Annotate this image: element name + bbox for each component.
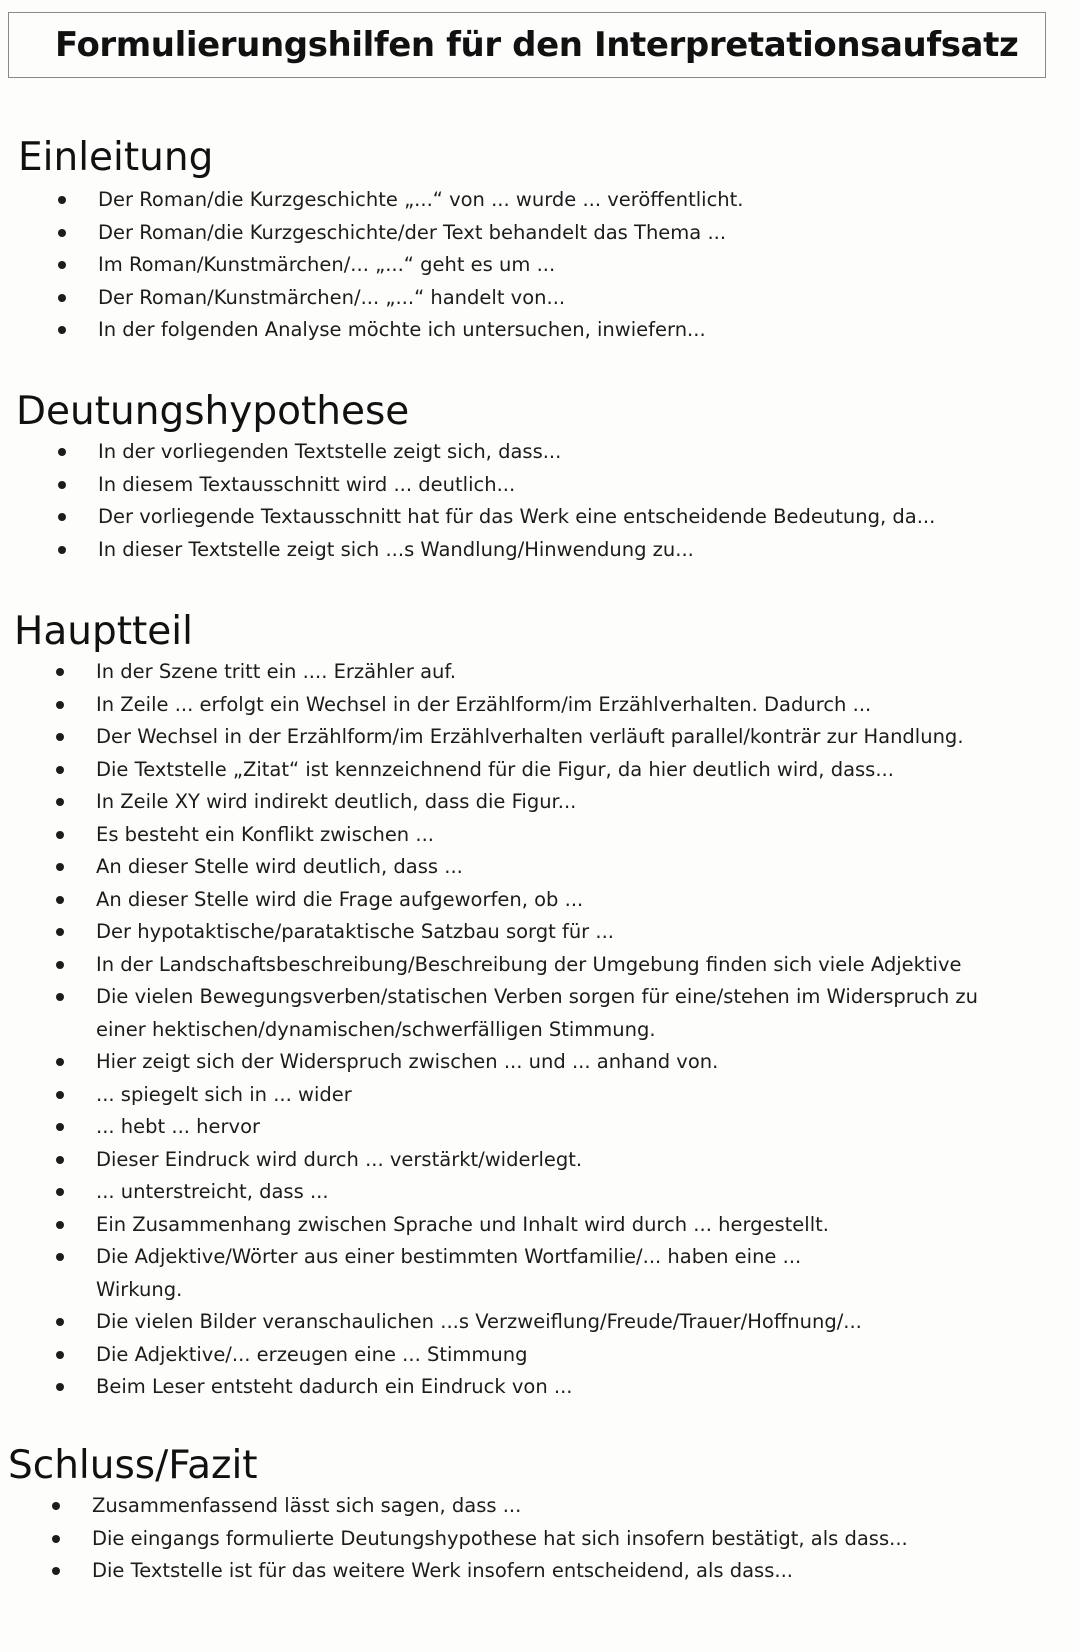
list-item-continuation: einer hektischen/dynamischen/schwerfälligen Stimmung.	[96, 1017, 656, 1041]
bullet-icon	[56, 1156, 64, 1164]
bullet-icon	[56, 961, 64, 969]
phrase-list	[52, 1490, 908, 1588]
bullet-icon	[56, 798, 64, 806]
list-item: Die eingangs formulierte Deutungshypothese hat sich insofern bestätigt, als dass...	[52, 1523, 908, 1556]
list-item: In der folgenden Analyse möchte ich untersuchen, inwiefern...	[58, 314, 744, 347]
bullet-icon	[56, 896, 64, 904]
section-hauptteil	[14, 608, 978, 1404]
bullet-icon	[56, 701, 64, 709]
bullet-icon	[58, 448, 66, 456]
section-heading: Deutungshypothese	[16, 389, 410, 434]
list-item: Zusammenfassend lässt sich sagen, dass ...	[52, 1490, 908, 1523]
bullet-icon	[56, 928, 64, 936]
list-item: Der Wechsel in der Erzählform/im Erzählverhalten verläuft parallel/konträr zur Handlung.	[56, 721, 978, 754]
bullet-icon	[56, 1383, 64, 1391]
list-item-continuation: Wirkung.	[96, 1277, 183, 1301]
section-heading: Einleitung	[18, 135, 214, 180]
list-item: ... spiegelt sich in ... wider	[56, 1079, 978, 1112]
bullet-icon	[58, 196, 66, 204]
bullet-icon	[56, 1221, 64, 1229]
bullet-icon	[58, 229, 66, 237]
bullet-icon	[58, 294, 66, 302]
bullet-icon	[58, 481, 66, 489]
list-item: Der Roman/die Kurzgeschichte „...“ von ... wurde ... veröffentlicht.	[58, 184, 744, 217]
phrase-list	[58, 436, 935, 566]
list-item: ... unterstreicht, dass ...	[56, 1176, 978, 1209]
list-item: Im Roman/Kunstmärchen/... „...“ geht es um ...	[58, 249, 744, 282]
bullet-icon	[56, 733, 64, 741]
list-item: In diesem Textausschnitt wird ... deutlich...	[58, 469, 935, 502]
list-item: Der hypotaktische/parataktische Satzbau sorgt für ...	[56, 916, 978, 949]
list-item: An dieser Stelle wird die Frage aufgeworfen, ob ...	[56, 884, 978, 917]
bullet-icon	[52, 1535, 60, 1543]
list-item: ... hebt ... hervor	[56, 1111, 978, 1144]
bullet-icon	[56, 1318, 64, 1326]
list-item: In Zeile XY wird indirekt deutlich, dass die Figur...	[56, 786, 978, 819]
list-item: Ein Zusammenhang zwischen Sprache und Inhalt wird durch ... hergestellt.	[56, 1209, 978, 1242]
bullet-icon	[56, 993, 64, 1001]
bullet-icon	[56, 863, 64, 871]
bullet-icon	[56, 1188, 64, 1196]
list-item: Die vielen Bewegungsverben/statischen Verben sorgen für eine/stehen im Widerspruch zu einer hektischen/dynamischen/schwerfälligen Stimmung.	[56, 981, 978, 1046]
bullet-icon	[52, 1567, 60, 1575]
list-item: Hier zeigt sich der Widerspruch zwischen ... und ... anhand von.	[56, 1046, 978, 1079]
list-item: Beim Leser entsteht dadurch ein Eindruck von ...	[56, 1371, 978, 1404]
bullet-icon	[58, 326, 66, 334]
list-item: Der Roman/die Kurzgeschichte/der Text behandelt das Thema ...	[58, 217, 744, 250]
bullet-icon	[56, 1253, 64, 1261]
bullet-icon	[56, 1123, 64, 1131]
section-heading: Schluss/Fazit	[8, 1443, 258, 1488]
list-item: Die vielen Bilder veranschaulichen ...s Verzweiflung/Freude/Trauer/Hoffnung/...	[56, 1306, 978, 1339]
list-item: In der vorliegenden Textstelle zeigt sich, dass...	[58, 436, 935, 469]
phrase-list	[58, 184, 744, 347]
bullet-icon	[56, 1351, 64, 1359]
section-deutungshypothese	[16, 388, 935, 566]
list-item: In dieser Textstelle zeigt sich ...s Wandlung/Hinwendung zu...	[58, 534, 935, 567]
bullet-icon	[56, 766, 64, 774]
bullet-icon	[56, 1058, 64, 1066]
list-item: Die Textstelle „Zitat“ ist kennzeichnend für die Figur, da hier deutlich wird, dass...	[56, 754, 978, 787]
list-item: Die Adjektive/... erzeugen eine ... Stimmung	[56, 1339, 978, 1372]
phrase-list	[56, 656, 978, 1404]
list-item: Der Roman/Kunstmärchen/... „...“ handelt von...	[58, 282, 744, 315]
section-einleitung	[18, 134, 744, 347]
bullet-icon	[56, 831, 64, 839]
bullet-icon	[56, 1091, 64, 1099]
list-item: Der vorliegende Textausschnitt hat für das Werk eine entscheidende Bedeutung, da...	[58, 501, 935, 534]
section-heading: Hauptteil	[14, 609, 193, 654]
bullet-icon	[58, 261, 66, 269]
bullet-icon	[58, 513, 66, 521]
list-item: In Zeile ... erfolgt ein Wechsel in der Erzählform/im Erzählverhalten. Dadurch ...	[56, 689, 978, 722]
list-item: In der Szene tritt ein .... Erzähler auf.	[56, 656, 978, 689]
page-title: Formulierungshilfen für den Interpretationsaufsatz	[55, 25, 1019, 65]
list-item: Die Textstelle ist für das weitere Werk insofern entscheidend, als dass...	[52, 1555, 908, 1588]
list-item: Dieser Eindruck wird durch ... verstärkt/widerlegt.	[56, 1144, 978, 1177]
bullet-icon	[56, 668, 64, 676]
bullet-icon	[52, 1502, 60, 1510]
list-item: An dieser Stelle wird deutlich, dass ...	[56, 851, 978, 884]
list-item: Die Adjektive/Wörter aus einer bestimmten Wortfamilie/... haben eine ... Wirkung.	[56, 1241, 978, 1306]
list-item: Es besteht ein Konflikt zwischen ...	[56, 819, 978, 852]
list-item: In der Landschaftsbeschreibung/Beschreibung der Umgebung finden sich viele Adjektive	[56, 949, 978, 982]
title-box	[8, 12, 1046, 78]
bullet-icon	[58, 546, 66, 554]
section-schluss-fazit	[8, 1442, 908, 1588]
